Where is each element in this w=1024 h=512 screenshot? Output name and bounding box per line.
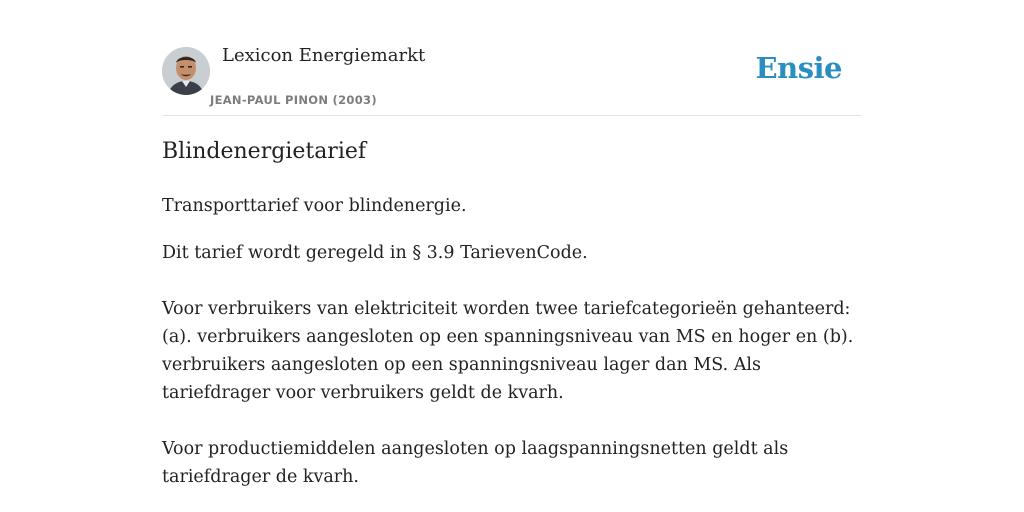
- entry-paragraph: Transporttarief voor blindenergie.: [162, 196, 467, 216]
- author-avatar[interactable]: [162, 47, 210, 95]
- header: [162, 0, 862, 116]
- entry-paragraph: Voor verbruikers van elektriciteit worden twee tariefcategorieën gehanteerd: (a). verbruikers aangesloten op een spanningsniveau van MS en hoger en (b). verbruikers aangesloten op een spanningsniveau lager dan MS. Als tariefdrager voor verbruikers geldt de kvarh.: [162, 299, 854, 403]
- entry-title: Blindenergietarief: [162, 139, 367, 164]
- author-name[interactable]: JEAN-PAUL PINON (2003): [210, 93, 377, 107]
- person-portrait-icon: [162, 47, 210, 95]
- book-title[interactable]: Lexicon Energiemarkt: [222, 45, 426, 66]
- entry-paragraph: Dit tarief wordt geregeld in § 3.9 TarievenCode.: [162, 243, 588, 263]
- brand-logo[interactable]: Ensie: [755, 51, 842, 85]
- entry-paragraph: Voor productiemiddelen aangesloten op laagspanningsnetten geldt als tariefdrager de kvarh.: [162, 439, 789, 487]
